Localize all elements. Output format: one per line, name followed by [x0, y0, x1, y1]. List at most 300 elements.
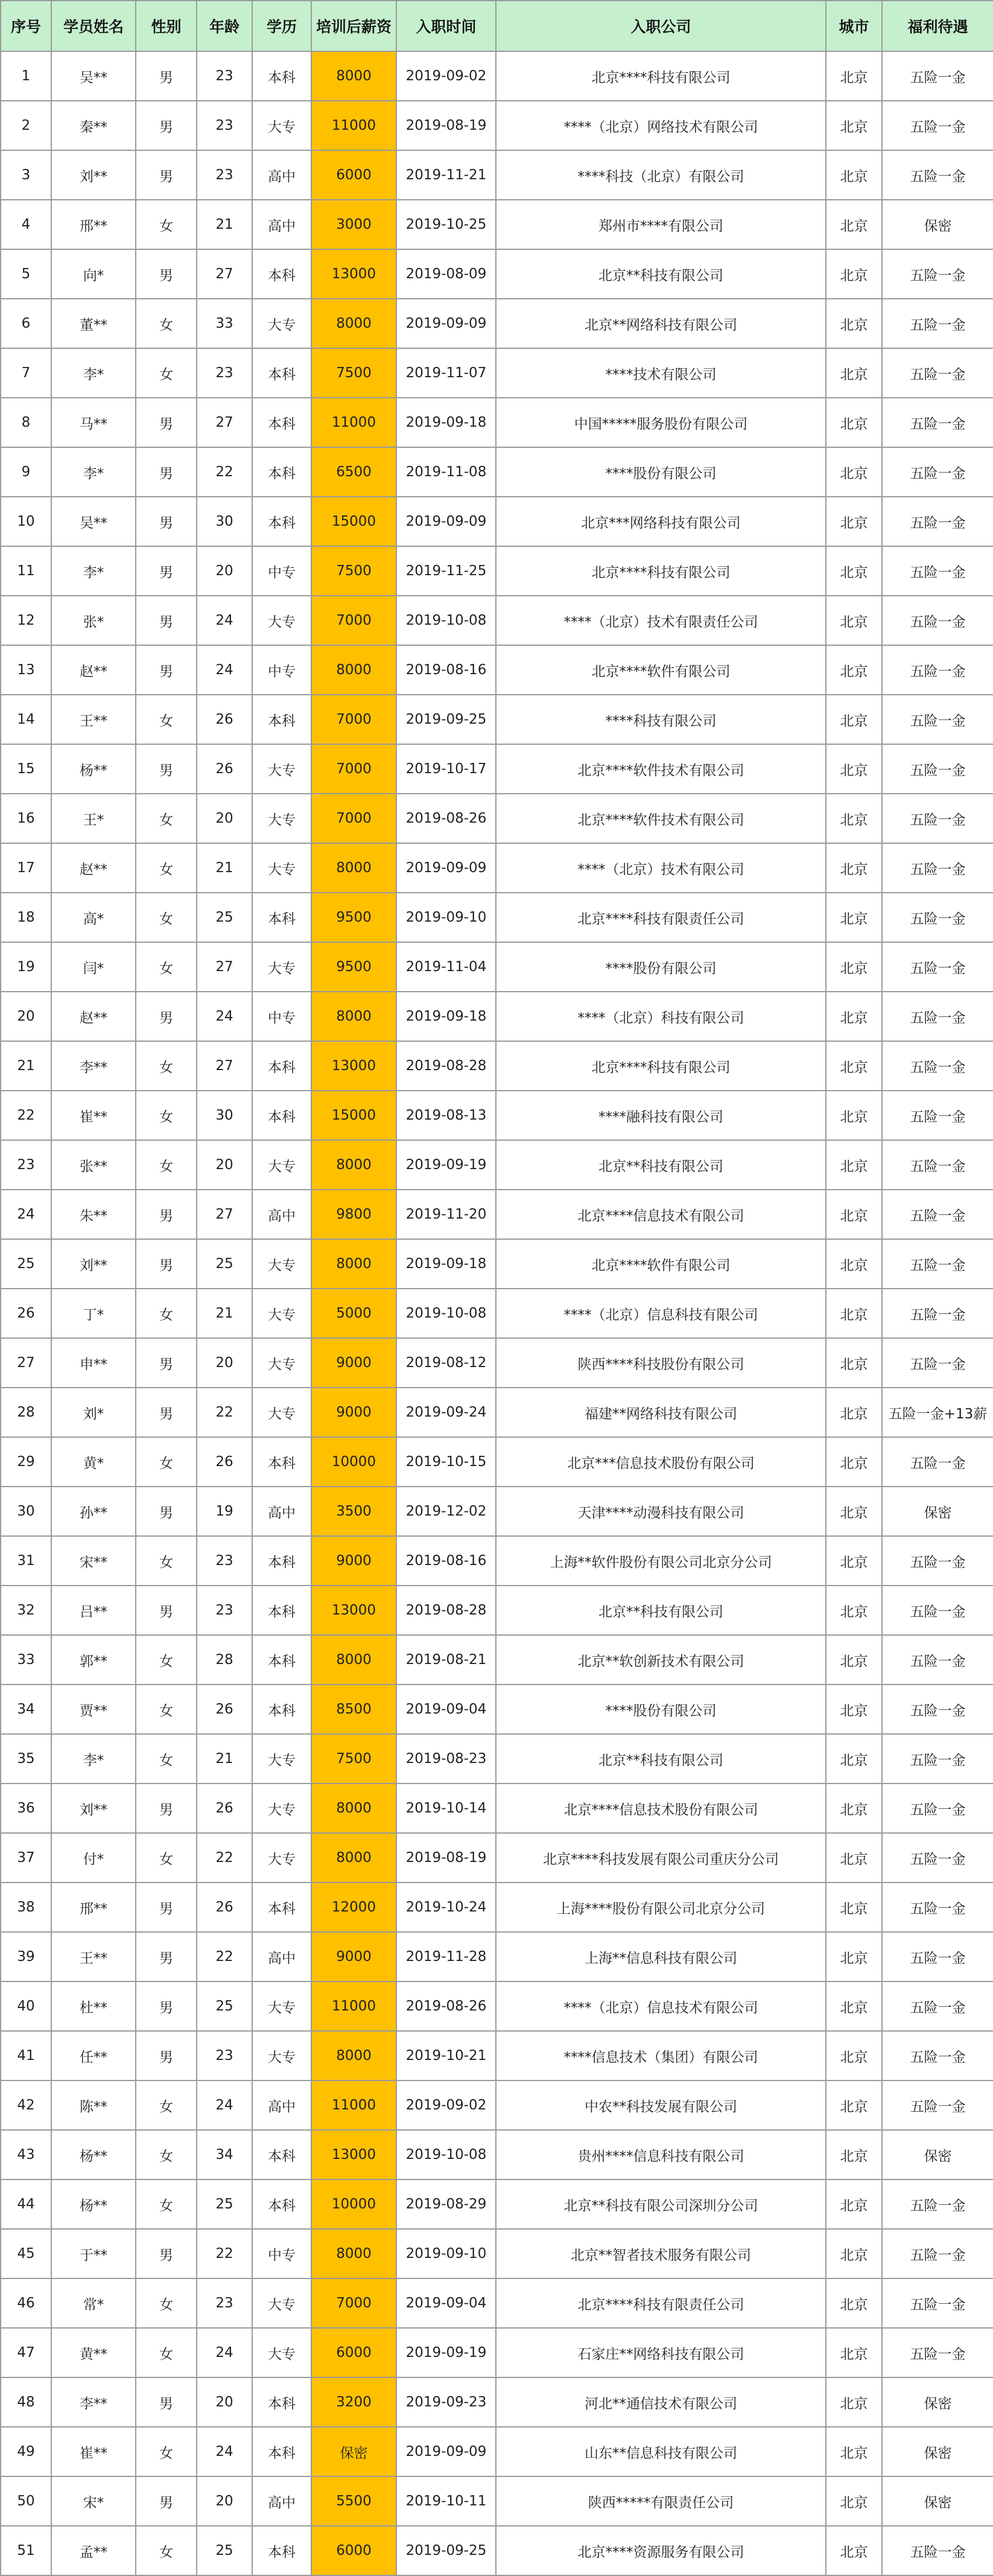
col-benefits-cell: 五险一金: [882, 744, 993, 794]
col-company-cell: 陕西*****有限责任公司: [496, 2476, 826, 2526]
col-company-cell: 北京****科技有限公司: [496, 51, 826, 101]
col-education-cell: 大专: [252, 942, 311, 992]
col-company-cell: 北京**软创新技术有限公司: [496, 1635, 826, 1685]
table-row: [1, 1833, 993, 1883]
col-education-cell: 大专: [252, 744, 311, 794]
col-salary-cell: 9800: [311, 1190, 396, 1239]
col-age-cell: 26: [197, 1784, 252, 1833]
table-row: [1, 695, 993, 744]
col-hire-date-cell: 2019-09-18: [396, 398, 496, 447]
col-city-cell: 北京: [826, 843, 882, 893]
col-hire-date-cell: 2019-09-24: [396, 1388, 496, 1437]
col-index-cell: 30: [1, 1487, 51, 1536]
col-student-name-cell: 刘**: [51, 1239, 136, 1289]
col-age-cell: 26: [197, 1685, 252, 1734]
col-age-cell: 23: [197, 51, 252, 101]
col-age-cell: 26: [197, 695, 252, 744]
col-benefits-header: 福利待遇: [882, 1, 993, 51]
col-benefits-cell: 五险一金: [882, 101, 993, 150]
col-city-cell: 北京: [826, 942, 882, 992]
col-gender-cell: 男: [136, 1190, 197, 1239]
col-age-cell: 30: [197, 1091, 252, 1140]
col-student-name-cell: 任**: [51, 2031, 136, 2080]
col-salary-cell: 13000: [311, 2130, 396, 2179]
col-student-name-cell: 吕**: [51, 1586, 136, 1635]
col-city-cell: 北京: [826, 299, 882, 348]
col-age-cell: 27: [197, 398, 252, 447]
col-hire-date-cell: 2019-09-09: [396, 2427, 496, 2476]
col-student-name-cell: 李**: [51, 1041, 136, 1091]
table-row: [1, 1289, 993, 1338]
col-benefits-cell: 五险一金: [882, 2031, 993, 2080]
col-index-cell: 17: [1, 843, 51, 893]
col-education-cell: 高中: [252, 200, 311, 249]
col-salary-cell: 8000: [311, 2229, 396, 2278]
col-salary-cell: 9000: [311, 1338, 396, 1388]
col-benefits-cell: 五险一金: [882, 348, 993, 398]
table-row: [1, 299, 993, 348]
table-row: [1, 1883, 993, 1932]
col-salary-cell: 7000: [311, 596, 396, 645]
col-age-cell: 26: [197, 1437, 252, 1487]
col-salary-cell: 3000: [311, 200, 396, 249]
col-hire-date-cell: 2019-08-23: [396, 1734, 496, 1784]
col-city-cell: 北京: [826, 1883, 882, 1932]
col-hire-date-cell: 2019-09-23: [396, 2377, 496, 2427]
col-age-cell: 30: [197, 497, 252, 546]
col-gender-cell: 女: [136, 200, 197, 249]
col-gender-cell: 女: [136, 2328, 197, 2377]
col-education-header: 学历: [252, 1, 311, 51]
table-row: [1, 1586, 993, 1635]
col-benefits-cell: 五险一金: [882, 1536, 993, 1586]
table-row: [1, 1190, 993, 1239]
col-city-cell: 北京: [826, 2031, 882, 2080]
col-salary-cell: 12000: [311, 1883, 396, 1932]
table-row: [1, 2526, 993, 2575]
col-age-cell: 28: [197, 1635, 252, 1685]
table-row: [1, 794, 993, 843]
col-hire-date-cell: 2019-10-08: [396, 596, 496, 645]
col-city-cell: 北京: [826, 1140, 882, 1190]
col-gender-cell: 男: [136, 1784, 197, 1833]
col-benefits-cell: 保密: [882, 2427, 993, 2476]
table-row: [1, 1140, 993, 1190]
col-company-cell: ****（北京）网络技术有限公司: [496, 101, 826, 150]
col-city-cell: 北京: [826, 645, 882, 695]
col-benefits-cell: 保密: [882, 2476, 993, 2526]
col-gender-cell: 男: [136, 497, 197, 546]
col-benefits-cell: 五险一金: [882, 398, 993, 447]
col-salary-cell: 6500: [311, 447, 396, 497]
col-benefits-cell: 五险一金: [882, 447, 993, 497]
col-education-cell: 大专: [252, 596, 311, 645]
col-company-cell: 郑州市****有限公司: [496, 200, 826, 249]
col-benefits-cell: 五险一金: [882, 1734, 993, 1784]
col-index-cell: 41: [1, 2031, 51, 2080]
col-company-cell: ****（北京）技术有限责任公司: [496, 596, 826, 645]
col-salary-cell: 13000: [311, 249, 396, 299]
col-city-cell: 北京: [826, 1833, 882, 1883]
col-benefits-cell: 五险一金: [882, 1091, 993, 1140]
col-education-cell: 大专: [252, 2278, 311, 2328]
col-education-cell: 中专: [252, 546, 311, 596]
col-education-cell: 本科: [252, 51, 311, 101]
col-gender-cell: 女: [136, 1140, 197, 1190]
table-row: [1, 2377, 993, 2427]
col-education-cell: 中专: [252, 645, 311, 695]
col-benefits-cell: 五险一金: [882, 843, 993, 893]
col-index-cell: 14: [1, 695, 51, 744]
col-benefits-cell: 五险一金: [882, 2278, 993, 2328]
col-salary-cell: 7500: [311, 546, 396, 596]
table-row: [1, 2080, 993, 2130]
col-company-header: 入职公司: [496, 1, 826, 51]
col-education-cell: 本科: [252, 2377, 311, 2427]
table-row: [1, 348, 993, 398]
col-age-cell: 27: [197, 942, 252, 992]
col-index-cell: 28: [1, 1388, 51, 1437]
table-row: [1, 51, 993, 101]
col-benefits-cell: 五险一金: [882, 2179, 993, 2229]
col-student-name-cell: 朱**: [51, 1190, 136, 1239]
col-gender-cell: 男: [136, 1239, 197, 1289]
col-city-cell: 北京: [826, 1487, 882, 1536]
col-hire-date-cell: 2019-09-18: [396, 1239, 496, 1289]
col-education-cell: 大专: [252, 1388, 311, 1437]
col-city-cell: 北京: [826, 1338, 882, 1388]
col-salary-cell: 11000: [311, 1981, 396, 2031]
table-row: [1, 2328, 993, 2377]
col-education-cell: 大专: [252, 1140, 311, 1190]
col-gender-cell: 男: [136, 447, 197, 497]
table-row: [1, 645, 993, 695]
col-city-header: 城市: [826, 1, 882, 51]
col-company-cell: 北京****软件有限公司: [496, 645, 826, 695]
col-age-cell: 22: [197, 1833, 252, 1883]
col-hire-date-cell: 2019-10-21: [396, 2031, 496, 2080]
col-student-name-cell: 赵**: [51, 992, 136, 1041]
col-education-cell: 本科: [252, 2179, 311, 2229]
col-age-cell: 20: [197, 1338, 252, 1388]
col-company-cell: 北京****科技有限责任公司: [496, 893, 826, 942]
col-education-cell: 高中: [252, 2476, 311, 2526]
table-row: [1, 2427, 993, 2476]
col-education-cell: 中专: [252, 2229, 311, 2278]
col-hire-date-cell: 2019-09-09: [396, 299, 496, 348]
col-gender-cell: 女: [136, 1833, 197, 1883]
col-hire-date-cell: 2019-08-19: [396, 1833, 496, 1883]
col-benefits-cell: 五险一金: [882, 1586, 993, 1635]
col-company-cell: 北京****科技有限责任公司: [496, 2278, 826, 2328]
table-row: [1, 2278, 993, 2328]
col-hire-date-cell: 2019-09-25: [396, 695, 496, 744]
col-index-cell: 6: [1, 299, 51, 348]
table-row: [1, 2229, 993, 2278]
col-student-name-cell: 向*: [51, 249, 136, 299]
col-student-name-cell: 黄**: [51, 2328, 136, 2377]
col-student-name-cell: 李*: [51, 447, 136, 497]
col-age-cell: 22: [197, 2229, 252, 2278]
col-age-cell: 23: [197, 101, 252, 150]
col-salary-cell: 保密: [311, 2427, 396, 2476]
col-student-name-cell: 丁*: [51, 1289, 136, 1338]
col-student-name-cell: 张**: [51, 1140, 136, 1190]
col-index-cell: 42: [1, 2080, 51, 2130]
col-education-cell: 高中: [252, 1932, 311, 1981]
col-education-cell: 大专: [252, 1239, 311, 1289]
col-hire-date-cell: 2019-08-16: [396, 1536, 496, 1586]
col-gender-cell: 男: [136, 645, 197, 695]
col-age-cell: 24: [197, 2427, 252, 2476]
col-benefits-cell: 五险一金: [882, 1041, 993, 1091]
col-student-name-cell: 李*: [51, 1734, 136, 1784]
col-hire-date-cell: 2019-10-11: [396, 2476, 496, 2526]
col-benefits-cell: 五险一金: [882, 1883, 993, 1932]
col-city-cell: 北京: [826, 200, 882, 249]
col-benefits-cell: 五险一金: [882, 1289, 993, 1338]
col-education-cell: 本科: [252, 1685, 311, 1734]
col-company-cell: 北京***网络科技有限公司: [496, 497, 826, 546]
table-row: [1, 893, 993, 942]
col-hire-date-cell: 2019-08-09: [396, 249, 496, 299]
col-salary-cell: 8000: [311, 51, 396, 101]
table-row: [1, 447, 993, 497]
col-company-cell: ****股份有限公司: [496, 942, 826, 992]
col-benefits-cell: 五险一金: [882, 1437, 993, 1487]
col-hire-date-cell: 2019-09-19: [396, 2328, 496, 2377]
col-student-name-cell: 邢**: [51, 200, 136, 249]
col-company-cell: 中农**科技发展有限公司: [496, 2080, 826, 2130]
col-student-name-cell: 黄*: [51, 1437, 136, 1487]
col-salary-cell: 8000: [311, 1635, 396, 1685]
col-index-header: 序号: [1, 1, 51, 51]
col-gender-cell: 女: [136, 1091, 197, 1140]
col-index-cell: 31: [1, 1536, 51, 1586]
col-hire-date-cell: 2019-09-09: [396, 843, 496, 893]
col-hire-date-cell: 2019-10-24: [396, 1883, 496, 1932]
col-city-cell: 北京: [826, 2377, 882, 2427]
col-company-cell: 上海****股份有限公司北京分公司: [496, 1883, 826, 1932]
col-index-cell: 15: [1, 744, 51, 794]
col-hire-date-cell: 2019-08-28: [396, 1586, 496, 1635]
col-index-cell: 8: [1, 398, 51, 447]
table-row: [1, 1487, 993, 1536]
col-gender-cell: 女: [136, 1289, 197, 1338]
col-company-cell: 北京****信息技术有限公司: [496, 1190, 826, 1239]
col-education-cell: 本科: [252, 497, 311, 546]
col-index-cell: 1: [1, 51, 51, 101]
col-city-cell: 北京: [826, 2476, 882, 2526]
col-education-cell: 大专: [252, 101, 311, 150]
col-index-cell: 25: [1, 1239, 51, 1289]
col-gender-cell: 男: [136, 2229, 197, 2278]
col-index-cell: 40: [1, 1981, 51, 2031]
col-company-cell: ****股份有限公司: [496, 1685, 826, 1734]
col-student-name-header: 学员姓名: [51, 1, 136, 51]
col-hire-date-cell: 2019-09-18: [396, 992, 496, 1041]
col-salary-cell: 3200: [311, 2377, 396, 2427]
col-hire-date-cell: 2019-12-02: [396, 1487, 496, 1536]
col-benefits-cell: 五险一金: [882, 51, 993, 101]
table-row: [1, 546, 993, 596]
col-hire-date-cell: 2019-09-02: [396, 2080, 496, 2130]
col-education-cell: 高中: [252, 1487, 311, 1536]
col-index-cell: 16: [1, 794, 51, 843]
col-student-name-cell: 宋**: [51, 1536, 136, 1586]
col-company-cell: 北京***信息技术股份有限公司: [496, 1437, 826, 1487]
table-row: [1, 1932, 993, 1981]
col-hire-date-cell: 2019-08-28: [396, 1041, 496, 1091]
col-benefits-cell: 五险一金: [882, 1190, 993, 1239]
col-gender-cell: 女: [136, 2427, 197, 2476]
col-benefits-cell: 五险一金: [882, 1981, 993, 2031]
col-student-name-cell: 秦**: [51, 101, 136, 150]
col-age-cell: 25: [197, 2179, 252, 2229]
col-salary-cell: 8000: [311, 645, 396, 695]
col-benefits-cell: 五险一金: [882, 1685, 993, 1734]
col-education-cell: 本科: [252, 398, 311, 447]
col-city-cell: 北京: [826, 546, 882, 596]
col-index-cell: 51: [1, 2526, 51, 2575]
table-row: [1, 398, 993, 447]
col-education-cell: 大专: [252, 794, 311, 843]
col-benefits-cell: 五险一金: [882, 1140, 993, 1190]
col-city-cell: 北京: [826, 51, 882, 101]
col-city-cell: 北京: [826, 1388, 882, 1437]
col-hire-date-cell: 2019-09-04: [396, 2278, 496, 2328]
col-company-cell: 北京****软件技术有限公司: [496, 794, 826, 843]
col-salary-cell: 7500: [311, 348, 396, 398]
col-gender-cell: 女: [136, 2179, 197, 2229]
col-company-cell: 北京**网络科技有限公司: [496, 299, 826, 348]
col-education-cell: 本科: [252, 1635, 311, 1685]
col-company-cell: 陕西****科技股份有限公司: [496, 1338, 826, 1388]
col-city-cell: 北京: [826, 1536, 882, 1586]
col-city-cell: 北京: [826, 992, 882, 1041]
col-hire-date-cell: 2019-09-19: [396, 1140, 496, 1190]
col-student-name-cell: 赵**: [51, 843, 136, 893]
col-age-cell: 24: [197, 596, 252, 645]
col-company-cell: 河北**通信技术有限公司: [496, 2377, 826, 2427]
col-hire-date-cell: 2019-09-10: [396, 2229, 496, 2278]
col-hire-date-cell: 2019-08-19: [396, 101, 496, 150]
col-company-cell: 贵州****信息科技有限公司: [496, 2130, 826, 2179]
col-gender-cell: 女: [136, 1734, 197, 1784]
col-hire-date-cell: 2019-10-15: [396, 1437, 496, 1487]
col-gender-cell: 男: [136, 744, 197, 794]
col-benefits-cell: 五险一金: [882, 942, 993, 992]
col-company-cell: ****（北京）科技有限公司: [496, 992, 826, 1041]
table-row: [1, 1536, 993, 1586]
col-education-cell: 高中: [252, 2080, 311, 2130]
col-hire-date-cell: 2019-08-12: [396, 1338, 496, 1388]
col-gender-cell: 男: [136, 101, 197, 150]
col-student-name-cell: 闫*: [51, 942, 136, 992]
col-hire-date-cell: 2019-11-25: [396, 546, 496, 596]
col-company-cell: 北京****软件技术有限公司: [496, 744, 826, 794]
col-age-cell: 21: [197, 200, 252, 249]
col-benefits-cell: 五险一金: [882, 893, 993, 942]
col-index-cell: 11: [1, 546, 51, 596]
col-student-name-cell: 宋*: [51, 2476, 136, 2526]
col-gender-cell: 男: [136, 2377, 197, 2427]
col-index-cell: 45: [1, 2229, 51, 2278]
col-city-cell: 北京: [826, 2080, 882, 2130]
col-benefits-cell: 五险一金: [882, 299, 993, 348]
col-city-cell: 北京: [826, 2229, 882, 2278]
table-row: [1, 1091, 993, 1140]
col-city-cell: 北京: [826, 596, 882, 645]
col-student-name-cell: 崔**: [51, 2427, 136, 2476]
col-student-name-cell: 杨**: [51, 2130, 136, 2179]
col-gender-cell: 男: [136, 150, 197, 200]
col-education-cell: 大专: [252, 1833, 311, 1883]
col-gender-cell: 男: [136, 1487, 197, 1536]
col-salary-cell: 9500: [311, 893, 396, 942]
col-gender-cell: 女: [136, 1685, 197, 1734]
col-city-cell: 北京: [826, 1091, 882, 1140]
col-company-cell: 北京**智者技术服务有限公司: [496, 2229, 826, 2278]
col-index-cell: 18: [1, 893, 51, 942]
col-education-cell: 大专: [252, 1784, 311, 1833]
col-index-cell: 12: [1, 596, 51, 645]
col-age-cell: 25: [197, 893, 252, 942]
col-city-cell: 北京: [826, 1981, 882, 2031]
col-student-name-cell: 刘*: [51, 1388, 136, 1437]
col-company-cell: 山东**信息科技有限公司: [496, 2427, 826, 2476]
col-gender-cell: 男: [136, 992, 197, 1041]
col-student-name-cell: 常*: [51, 2278, 136, 2328]
col-benefits-cell: 五险一金: [882, 1833, 993, 1883]
col-age-cell: 22: [197, 447, 252, 497]
col-benefits-cell: 保密: [882, 2377, 993, 2427]
col-student-name-cell: 赵**: [51, 645, 136, 695]
col-company-cell: 北京****软件有限公司: [496, 1239, 826, 1289]
col-education-cell: 本科: [252, 348, 311, 398]
col-salary-cell: 11000: [311, 398, 396, 447]
col-age-cell: 34: [197, 2130, 252, 2179]
col-hire-date-cell: 2019-10-08: [396, 1289, 496, 1338]
col-city-cell: 北京: [826, 744, 882, 794]
col-index-cell: 29: [1, 1437, 51, 1487]
col-student-name-cell: 付*: [51, 1833, 136, 1883]
col-age-cell: 23: [197, 150, 252, 200]
col-education-cell: 高中: [252, 1190, 311, 1239]
col-age-cell: 25: [197, 1981, 252, 2031]
col-student-name-cell: 孙**: [51, 1487, 136, 1536]
table-row: [1, 150, 993, 200]
col-gender-cell: 男: [136, 1338, 197, 1388]
col-age-cell: 19: [197, 1487, 252, 1536]
col-city-cell: 北京: [826, 398, 882, 447]
col-hire-date-cell: 2019-10-25: [396, 200, 496, 249]
col-age-cell: 20: [197, 2476, 252, 2526]
col-salary-cell: 7500: [311, 1734, 396, 1784]
col-salary-cell: 9500: [311, 942, 396, 992]
table-body: [1, 51, 993, 2575]
table-row: [1, 744, 993, 794]
col-salary-cell: 7000: [311, 2278, 396, 2328]
col-salary-cell: 13000: [311, 1041, 396, 1091]
table-row: [1, 2476, 993, 2526]
col-company-cell: ****股份有限公司: [496, 447, 826, 497]
col-gender-cell: 女: [136, 348, 197, 398]
col-city-cell: 北京: [826, 1289, 882, 1338]
col-salary-cell: 8000: [311, 843, 396, 893]
col-company-cell: 北京**科技有限公司: [496, 249, 826, 299]
col-student-name-cell: 吴**: [51, 497, 136, 546]
